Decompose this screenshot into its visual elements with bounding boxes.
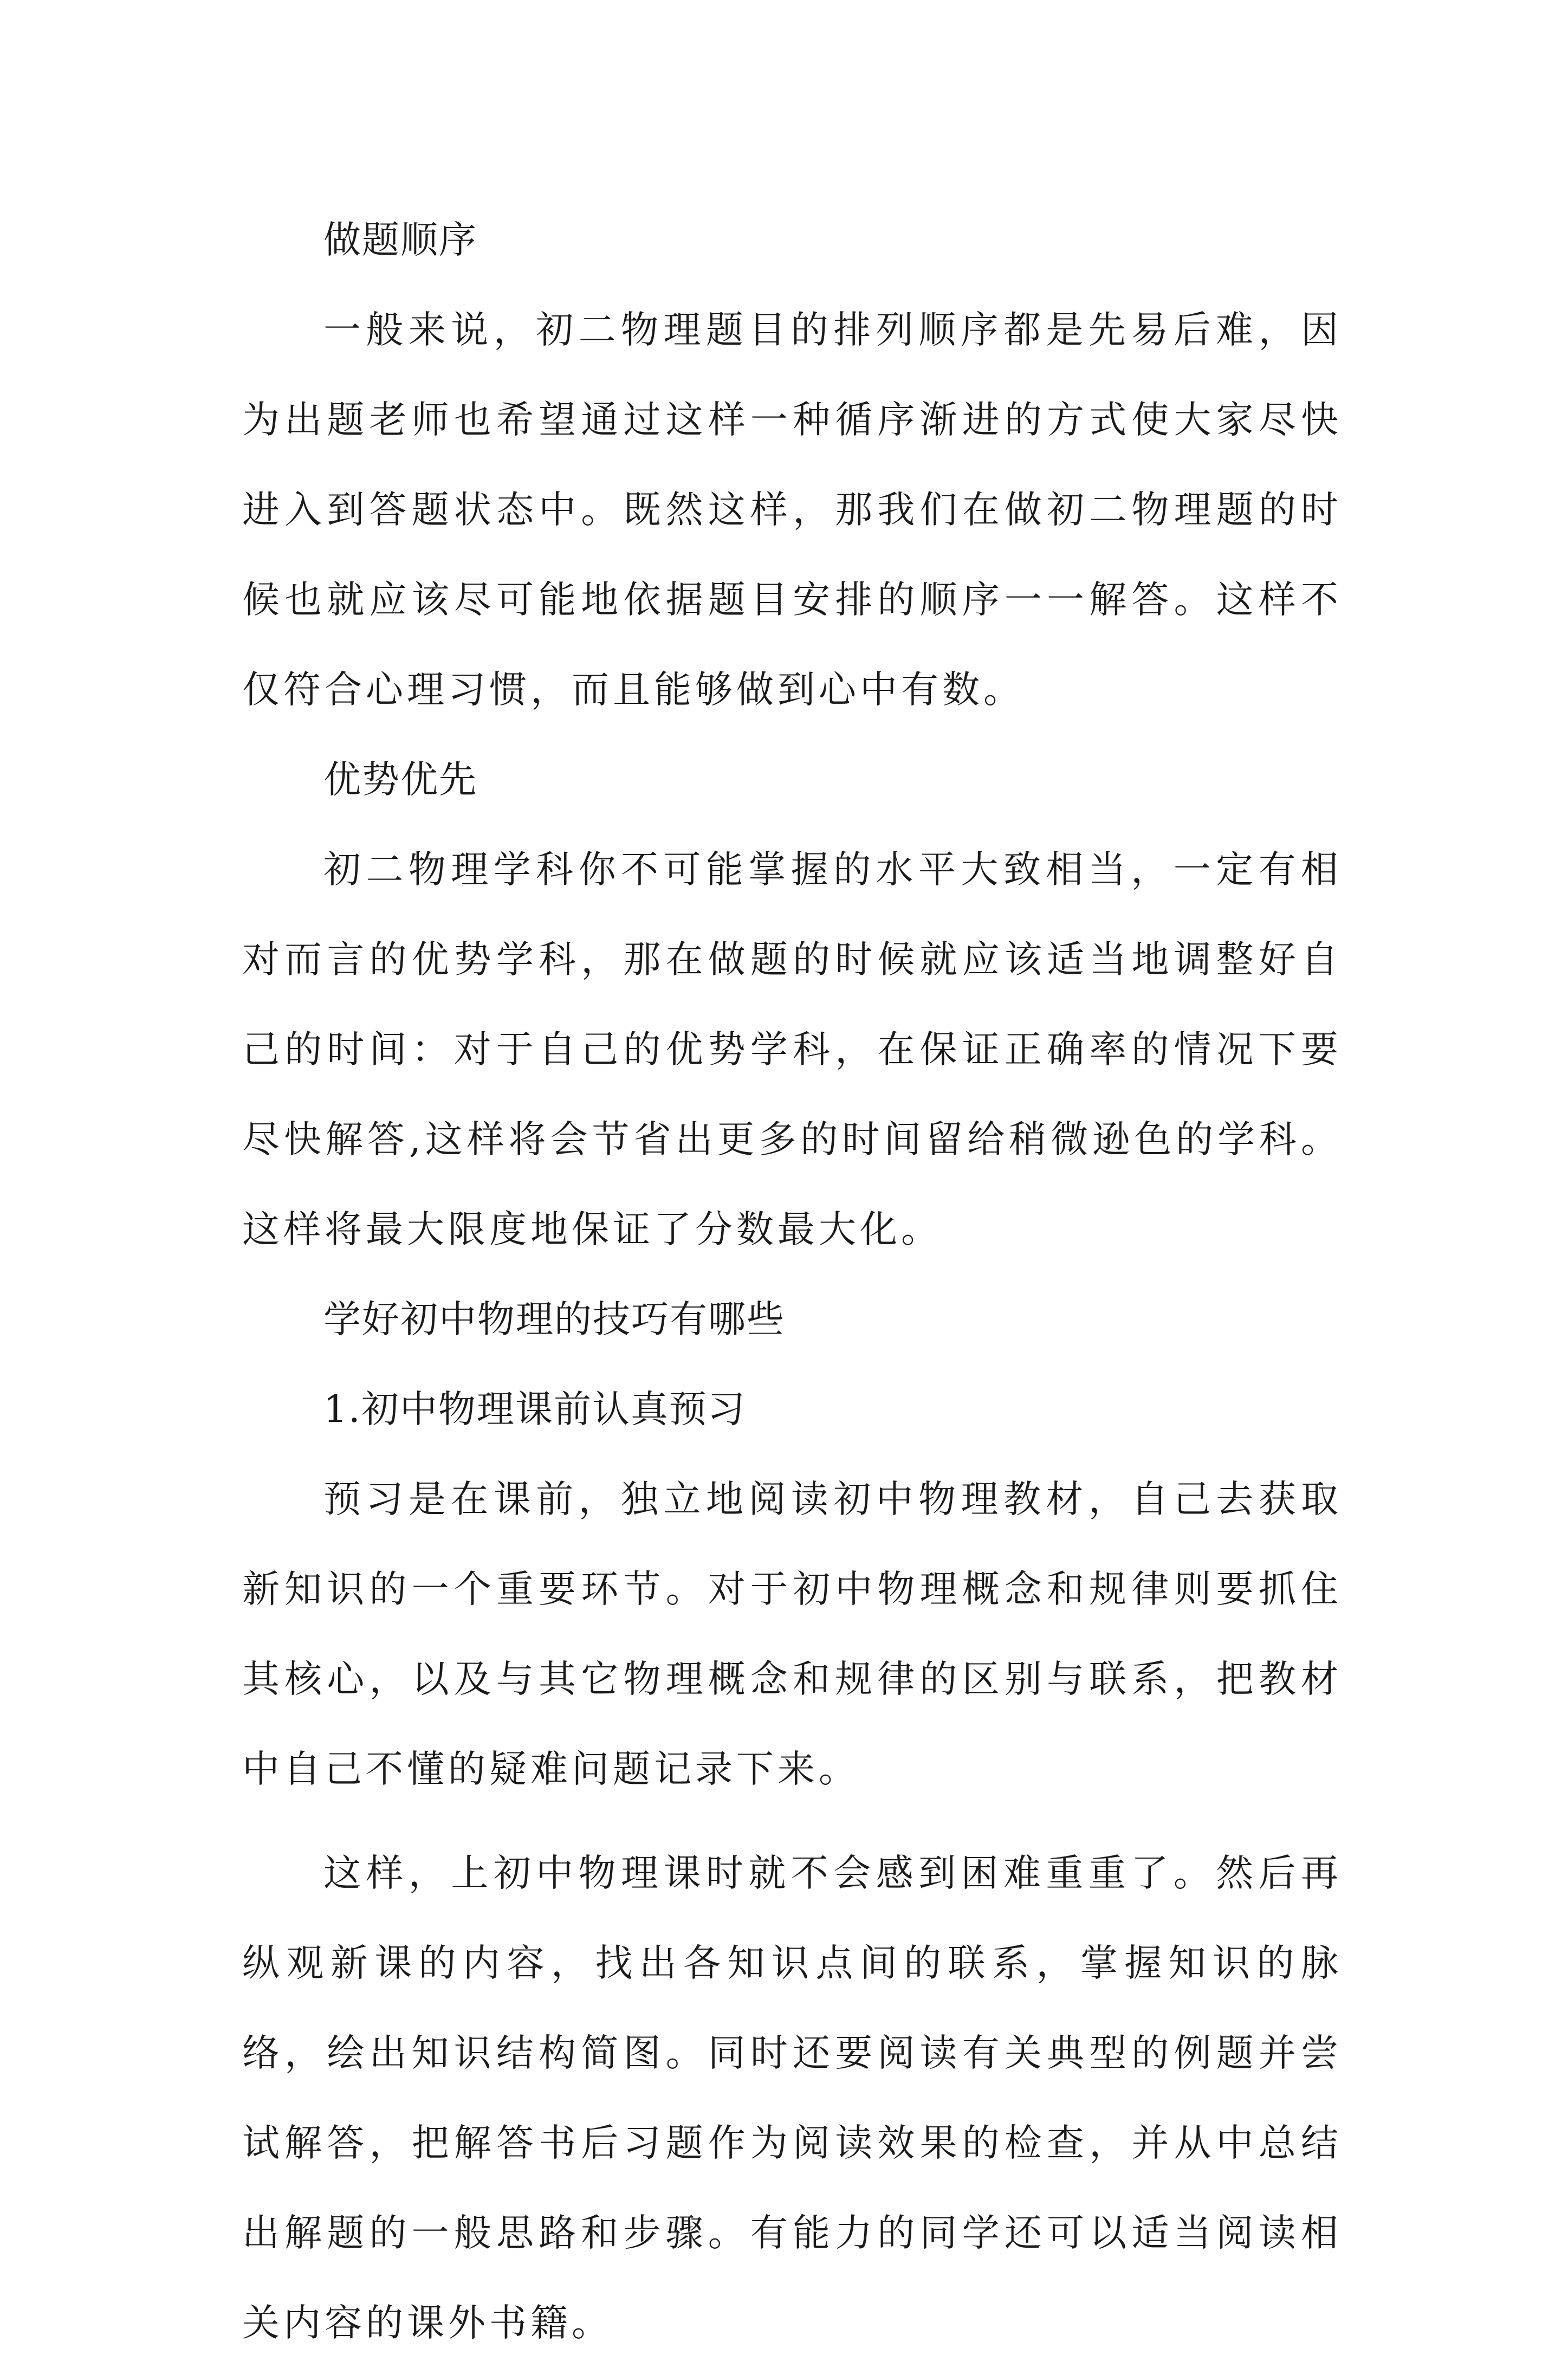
paragraph: 一般来说，初二物理题目的排列顺序都是先易后难，因为出题老师也希望通过这样一种循序渐进的方式使大家尽快进入到答题状态中。既然这样，那我们在做初二物理题的时候也就应该尽可能地依据题目安排的顺序一一解答。这样不仅符合心理习惯，而且能够做到心中有数。 <box>242 308 1342 711</box>
section-heading: 优势优先 <box>323 758 477 801</box>
section-heading: 学好初中物理的技巧有哪些 <box>323 1298 785 1341</box>
section-heading: 1.初中物理课前认真预习 <box>323 1388 746 1431</box>
paragraph: 这样，上初中物理课时就不会感到困难重重了。然后再纵观新课的内容，找出各知识点间的联系，掌握知识的脉络，绘出知识结构简图。同时还要阅读有关典型的例题并尝试解答，把解答书后习题作为阅读效果的检查，并从中总结出解题的一般思路和步骤。有能力的同学还可以适当阅读相关内容的课外书籍。 <box>242 1852 1342 2345</box>
document-body <box>242 195 1342 2368</box>
paragraph-spacer <box>242 1814 1342 1828</box>
paragraph: 初二物理学科你不可能掌握的水平大致相当，一定有相对而言的优势学科，那在做题的时候就应该适当地调整好自己的时间：对于自己的优势学科，在保证正确率的情况下要尽快解答,这样将会节省出更多的时间留给稍微逊色的学科。这样将最大限度地保证了分数最大化。 <box>242 848 1342 1251</box>
paragraph: 预习是在课前，独立地阅读初中物理教材，自己去获取新知识的一个重要环节。对于初中物理概念和规律则要抓住其核心，以及与其它物理概念和规律的区别与联系，把教材中自己不懂的疑难问题记录下来。 <box>242 1478 1342 1791</box>
section-heading: 做题顺序 <box>323 218 477 262</box>
